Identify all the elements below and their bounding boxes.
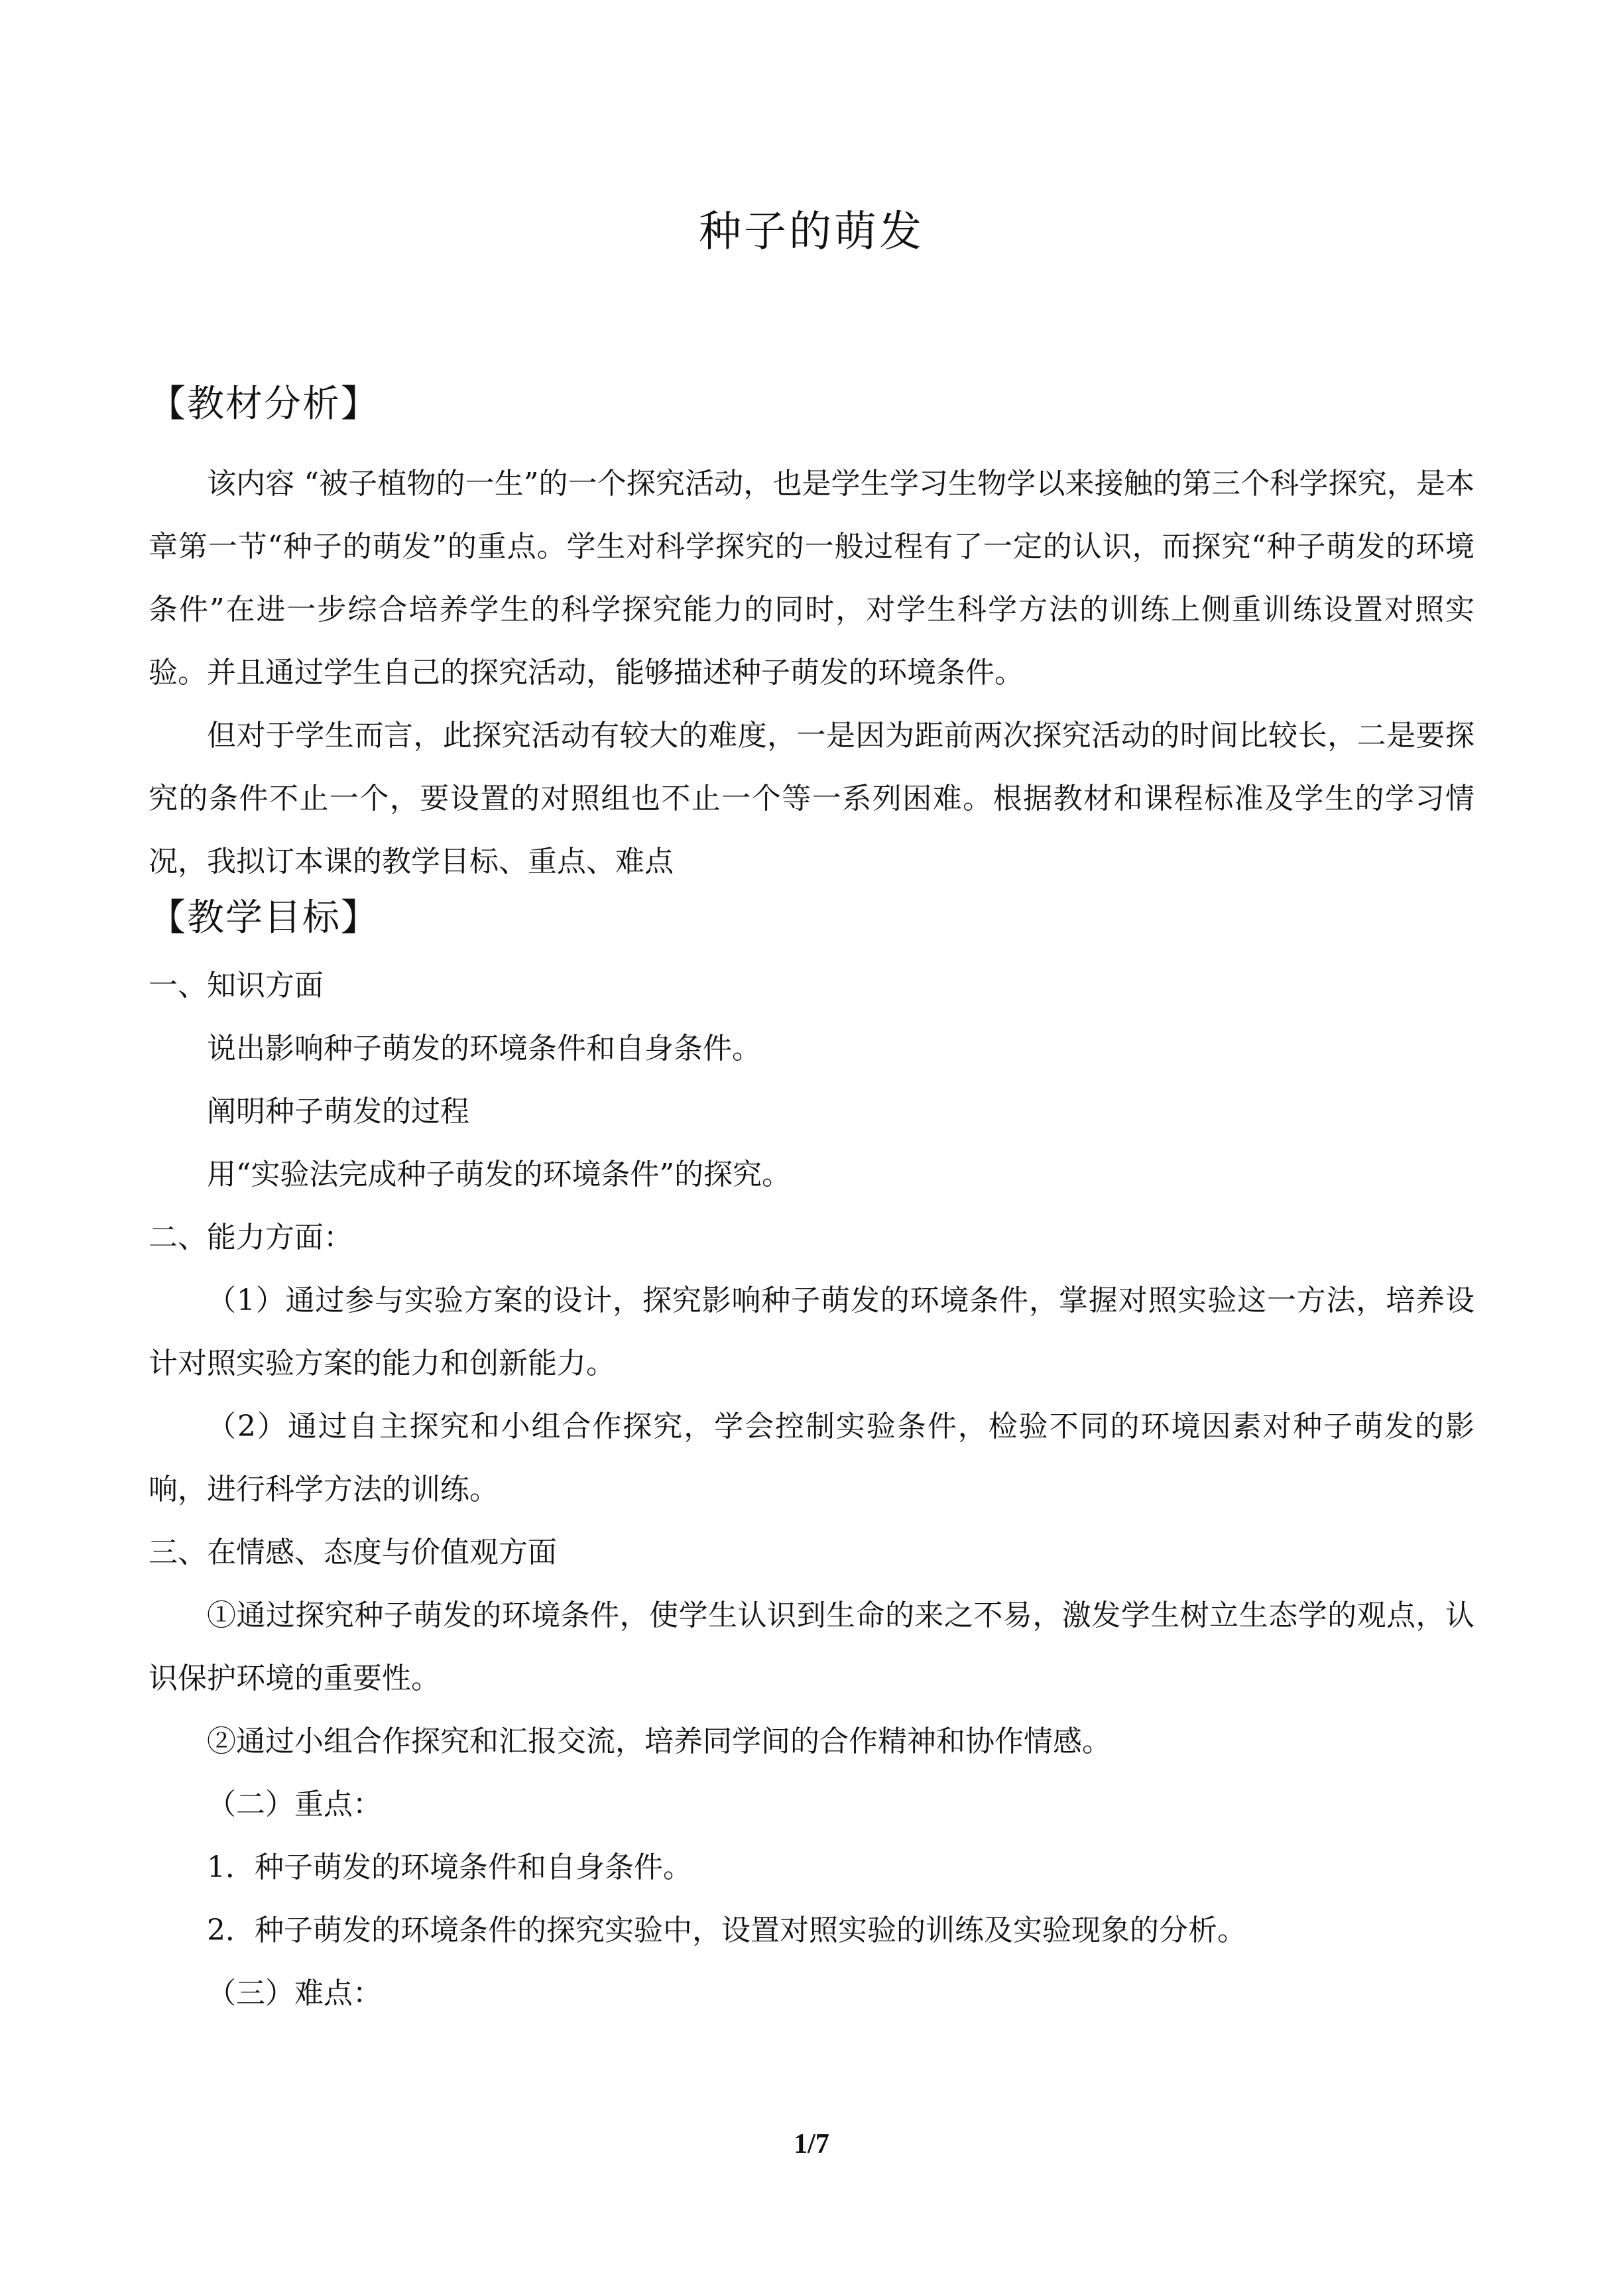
knowledge-heading: 一、知识方面 <box>149 969 324 1002</box>
emotion-heading: 三、在情感、态度与价值观方面 <box>149 1536 557 1569</box>
section-heading-textbook-analysis: 【教材分析】 <box>149 383 379 426</box>
emotion-item-2: ②通过小组合作探究和汇报交流，培养同学间的合作精神和协作情感。 <box>207 1724 1111 1758</box>
section-heading-teaching-goals: 【教学目标】 <box>149 896 379 939</box>
difficulties-heading: （三）难点： <box>207 1976 382 2010</box>
document-title: 种子的萌发 <box>699 208 924 257</box>
key-point-item-1: 1．种子萌发的环境条件和自身条件。 <box>207 1850 692 1884</box>
emotion-item-1: ①通过探究种子萌发的环境条件，使学生认识到生命的来之不易，激发学生树立生态学的观点，认识保护环境的重要性。 <box>149 1599 1474 1695</box>
knowledge-item-2: 阐明种子萌发的过程 <box>207 1095 469 1128</box>
ability-item-1: （1）通过参与实验方案的设计，探究影响种子萌发的环境条件，掌握对照实验这一方法，培养设计对照实验方案的能力和创新能力。 <box>149 1284 1474 1380</box>
document-body <box>149 371 1474 2025</box>
analysis-paragraph-1: 该内容 “被子植物的一生”的一个探究活动，也是学生学习生物学以来接触的第三个科学探究，是本章第一节“种子的萌发”的重点。学生对科学探究的一般过程有了一定的认识，而探究“种子萌发的环境条件”在进一步综合培养学生的科学探究能力的同时，对学生科学方法的训练上侧重训练设置对照实验。并且通过学生自己的探究活动，能够描述种子萌发的环境条件。 <box>149 467 1474 690</box>
knowledge-item-3: 用“实验法完成种子萌发的环境条件”的探究。 <box>207 1158 791 1191</box>
key-point-item-2: 2．种子萌发的环境条件的探究实验中，设置对照实验的训练及实验现象的分析。 <box>207 1913 1246 1947</box>
ability-item-2: （2）通过自主探究和小组合作探究，学会控制实验条件，检验不同的环境因素对种子萌发的影响，进行科学方法的训练。 <box>149 1410 1474 1506</box>
knowledge-item-1: 说出影响种子萌发的环境条件和自身条件。 <box>207 1032 761 1065</box>
key-points-heading: （二）重点： <box>207 1787 382 1821</box>
ability-heading: 二、能力方面： <box>149 1221 353 1254</box>
page-number: 1/7 <box>794 2129 829 2159</box>
analysis-paragraph-2: 但对于学生而言，此探究活动有较大的难度，一是因为距前两次探究活动的时间比较长，二是要探究的条件不止一个，要设置的对照组也不止一个等一系列困难。根据教材和课程标准及学生的学习情况，我拟订本课的教学目标、重点、难点 <box>149 719 1474 878</box>
